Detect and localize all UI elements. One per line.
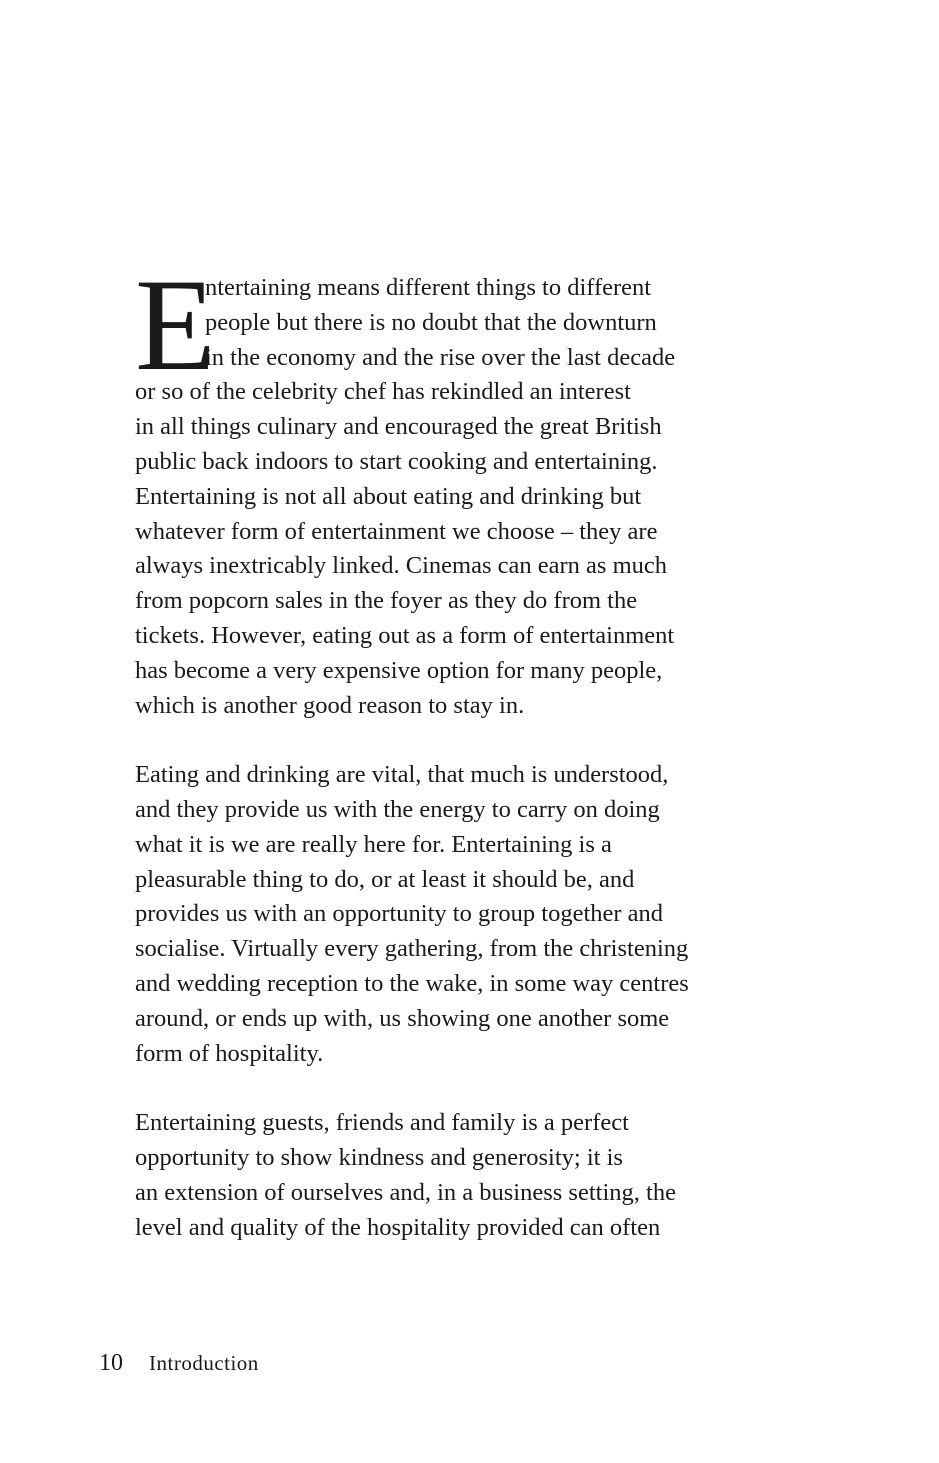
paragraph-1 [135, 251, 775, 723]
text-line: opportunity to show kindness and generosity; it is [135, 1143, 623, 1171]
running-section-title: Introduction [149, 1351, 259, 1375]
text-line: Eating and drinking are vital, that much is understood, [135, 761, 669, 789]
page-footer [99, 1346, 259, 1380]
text-line: what it is we are really here for. Entertaining is a [135, 830, 612, 858]
text-line: form of hospitality. [135, 1039, 324, 1067]
text-line: around, or ends up with, us showing one another some [135, 1004, 670, 1032]
text-line: an extension of ourselves and, in a business setting, the [135, 1178, 676, 1206]
paragraph-gap [135, 1071, 775, 1106]
text-line: level and quality of the hospitality provided can often [135, 1213, 661, 1241]
paragraph-3 [135, 1106, 775, 1245]
text-line: ntertaining means different things to different [205, 274, 652, 301]
text-line: from popcorn sales in the foyer as they do from the [135, 587, 638, 615]
text-line: provides us with an opportunity to group together and [135, 900, 664, 928]
text-line: whatever form of entertainment we choose – they are [135, 517, 658, 545]
text-line: Entertaining is not all about eating and drinking but [135, 482, 642, 510]
text-line: which is another good reason to stay in. [135, 691, 525, 719]
text-line: public back indoors to start cooking and entertaining. [135, 447, 658, 475]
text-line: always inextricably linked. Cinemas can earn as much [135, 552, 668, 580]
text-line: tickets. However, eating out as a form of entertainment [135, 621, 675, 649]
text-line: has become a very expensive option for many people, [135, 656, 663, 684]
text-line: and they provide us with the energy to carry on doing [135, 795, 660, 823]
text-line: and wedding reception to the wake, in some way centres [135, 969, 689, 997]
text-line: in all things culinary and encouraged the great British [135, 413, 662, 441]
body-text [135, 251, 775, 1245]
paragraph-gap [135, 723, 775, 758]
text-line: or so of the celebrity chef has rekindled an interest [135, 378, 631, 406]
text-line: socialise. Virtually every gathering, from the christening [135, 935, 689, 963]
text-line: in the economy and the rise over the last decade [205, 343, 676, 371]
drop-cap: E [135, 251, 216, 398]
text-line: people but there is no doubt that the downturn [205, 308, 657, 336]
page-number: 10 [99, 1350, 123, 1376]
paragraph-2 [135, 758, 775, 1071]
text-line: pleasurable thing to do, or at least it should be, and [135, 865, 635, 893]
text-line: Entertaining guests, friends and family is a perfect [135, 1109, 629, 1137]
